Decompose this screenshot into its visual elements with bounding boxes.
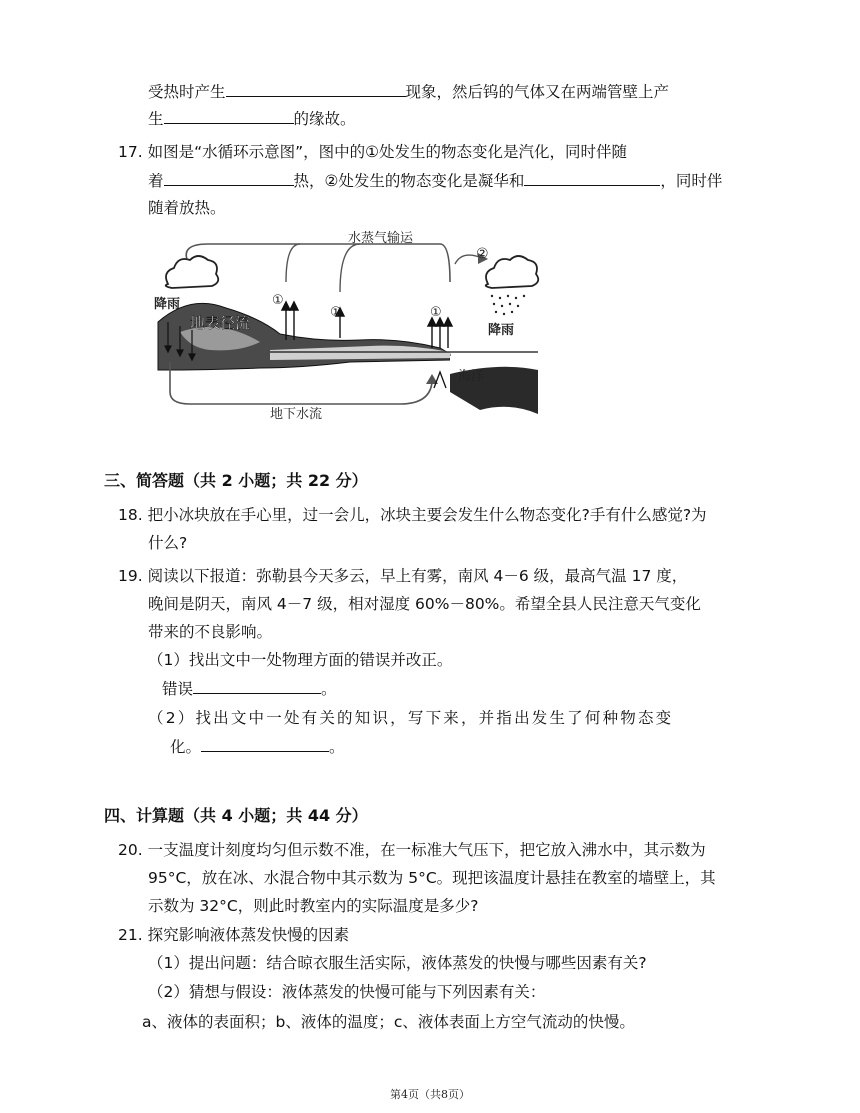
q19-sub-2	[148, 708, 673, 728]
q17-line-2	[148, 170, 722, 191]
q19-sub-1	[148, 650, 452, 670]
q17-line-3	[148, 198, 226, 218]
q19-sub-2-answer	[170, 736, 345, 757]
q19-sub-text: （1）找出文中一处物理方面的错误并改正。	[148, 651, 453, 669]
q21-text: 探究影响液体蒸发快慢的因素	[147, 926, 350, 944]
q19-sub-text: （2）找出文中一处有关的知识，写下来，并指出发生了何种物态变	[148, 709, 674, 727]
q20-line-2	[148, 868, 716, 888]
q19-line-3	[148, 622, 272, 642]
q21-sub-text: （2）猜想与假设：液体蒸发的快慢可能与下列因素有关：	[148, 983, 546, 1001]
answer-blank[interactable]	[193, 678, 321, 694]
q19-line-2	[148, 594, 701, 614]
section-3-heading: 三、简答题（共 2 小题；共 22 分）	[104, 471, 368, 490]
label-marker-1b: ①	[330, 305, 342, 320]
q16-text: 受热时产生	[148, 83, 226, 101]
q21-sub-2	[148, 982, 545, 1002]
q20-line-3	[148, 896, 478, 916]
q17-text: 着	[148, 172, 164, 190]
q18-text: 什么?	[148, 534, 188, 552]
q16-text: 的缘故。	[293, 110, 356, 128]
question-number: 18.	[118, 506, 143, 524]
q19-sub-text: 错误	[162, 680, 194, 698]
label-marker-2: ②	[476, 246, 489, 262]
q18-line-2	[148, 533, 187, 553]
q17-text: ，同时伴	[660, 172, 723, 190]
q19-text: 晚间是阴天，南风 4－7 级，相对湿度 60%－80%。希望全县人民注意天气变化	[148, 595, 701, 613]
page-footer: 第4页（共8页）	[390, 1088, 470, 1101]
label-rain-right: 降雨	[488, 322, 515, 337]
q17-text: 如图是“水循环示意图”，图中的①处发生的物态变化是汽化，同时伴随	[147, 143, 628, 161]
label-ocean: 海洋	[458, 368, 485, 383]
q18-text: 把小冰块放在手心里，过一会儿，冰块主要会发生什么物态变化?手有什么感觉?为	[147, 506, 707, 524]
q21-sub-text: a、液体的表面积；b、液体的温度；c、液体表面上方空气流动的快慢。	[142, 1013, 635, 1031]
q19-sub-text: 化。	[170, 738, 202, 756]
question-number: 17.	[118, 143, 143, 161]
q17-line-1	[118, 142, 627, 162]
q16-line-1	[148, 81, 669, 102]
water-cycle-diagram	[150, 222, 546, 422]
label-groundwater-flow: 地下水流	[270, 406, 323, 421]
q19-text: 带来的不良影响。	[148, 623, 273, 641]
answer-blank[interactable]	[524, 170, 660, 186]
q20-text: 示数为 32°C，则此时教室内的实际温度是多少?	[148, 897, 479, 915]
label-marker-1c: ①	[430, 305, 442, 320]
q20-line-1	[118, 840, 706, 860]
q20-text: 一支温度计刻度均匀但示数不准，在一标准大气压下，把它放入沸水中，其示数为	[147, 841, 706, 859]
label-marker-1a: ①	[272, 293, 284, 308]
question-number: 21.	[118, 926, 143, 944]
label-surface-runoff: 地表径流	[190, 315, 251, 332]
q16-line-2	[148, 108, 356, 129]
question-number: 20.	[118, 841, 143, 859]
answer-blank[interactable]	[164, 108, 294, 124]
q21-sub-1	[148, 953, 647, 973]
section-4-heading: 四、计算题（共 4 小题；共 44 分）	[104, 806, 368, 825]
q19-sub-text: 。	[321, 680, 337, 698]
q16-text: 生	[148, 110, 164, 128]
q19-line-1	[118, 566, 687, 586]
q19-text: 阅读以下报道：弥勒县今天多云，早上有雾，南风 4－6 级，最高气温 17 度，	[147, 567, 688, 585]
label-vapor-transport: 水蒸气输运	[348, 230, 414, 245]
q16-text: 现象，然后钨的气体又在两端管壁上产	[405, 83, 670, 101]
q19-sub-text: 。	[329, 738, 345, 756]
q19-sub-1-answer	[162, 678, 337, 699]
q17-text: 热，②处发生的物态变化是凝华和	[293, 172, 525, 190]
q18-line-1	[118, 505, 707, 525]
q21-line-1	[118, 925, 349, 945]
q20-text: 95°C，放在冰、水混合物中其示数为 5°C。现把该温度计悬挂在教室的墙壁上，其	[148, 869, 716, 887]
q21-sub-text: （1）提出问题：结合晾衣服生活实际，液体蒸发的快慢与哪些因素有关?	[148, 954, 647, 972]
answer-blank[interactable]	[201, 736, 329, 752]
q17-text: 随着放热。	[148, 199, 226, 217]
answer-blank[interactable]	[226, 81, 406, 97]
answer-blank[interactable]	[164, 170, 294, 186]
q21-sub-3	[142, 1012, 635, 1032]
question-number: 19.	[118, 567, 143, 585]
label-rain-left: 降雨	[154, 296, 181, 311]
